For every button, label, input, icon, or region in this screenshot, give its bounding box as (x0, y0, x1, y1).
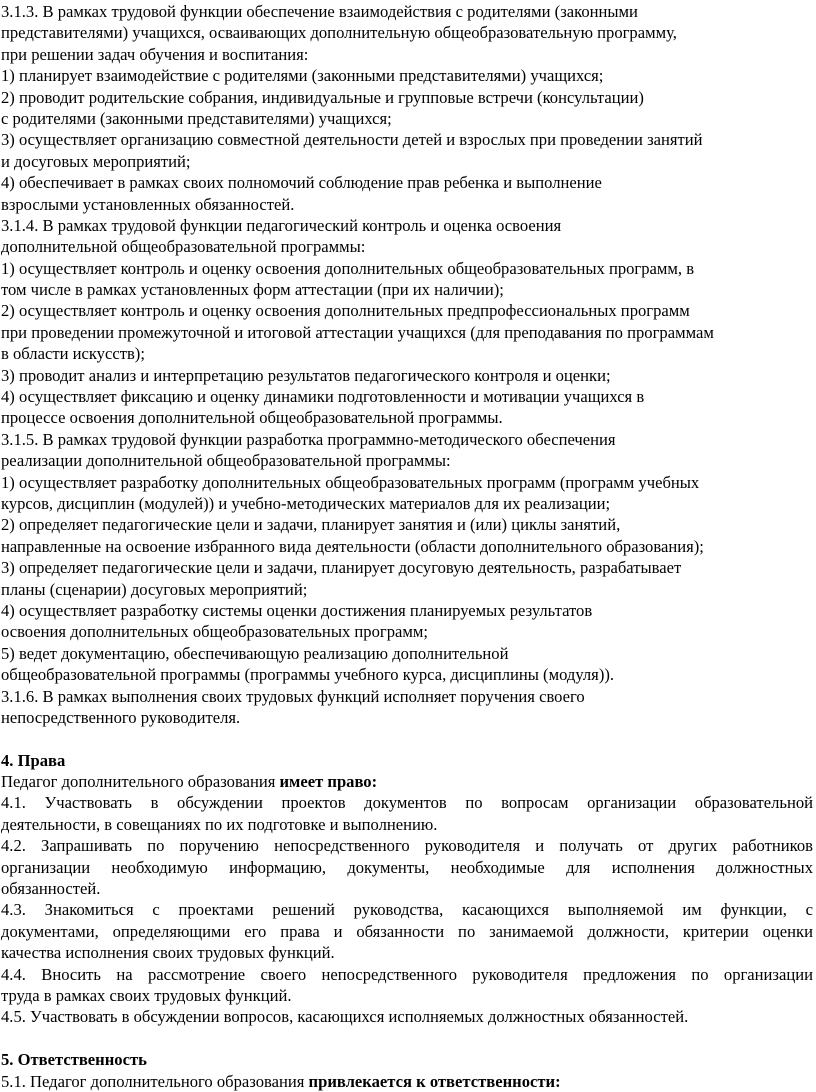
section-heading-responsibility: 5. Ответственность (1, 1050, 147, 1070)
rights-item-line: 4.5. Участвовать в обсуждении вопросов, касающихся исполняемых должностных обязанностей. (1, 1007, 689, 1027)
text-line: 2) определяет педагогические цели и задачи, планирует занятия и (или) циклы занятий, (1, 515, 621, 535)
responsibility-intro-bold: привлекается к ответственности: (308, 1071, 561, 1091)
rights-intro (1, 771, 813, 792)
text-line: 1) осуществляет контроль и оценку освоения дополнительных общеобразовательных программ, в (1, 258, 695, 278)
rights-item-line: 4.3. Знакомиться с проектами решений руководства, касающихся выполняемой им функции, с (1, 900, 813, 920)
text-line: 5) ведет документацию, обеспечивающую реализацию дополнительной (1, 643, 509, 663)
blank-line (1, 1028, 813, 1049)
text-line: 2) проводит родительские собрания, индивидуальные и групповые встречи (консультации) (1, 87, 644, 107)
text-line: 4) осуществляет фиксацию и оценку динамики подготовленности и мотивации учащихся в (1, 387, 645, 407)
text-line: 1) осуществляет разработку дополнительных общеобразовательных программ (программ учебных (1, 472, 700, 492)
text-line: 2) осуществляет контроль и оценку освоения дополнительных предпрофессиональных программ (1, 301, 690, 321)
text-line: 4) обеспечивает в рамках своих полномочий соблюдение прав ребенка и выполнение (1, 173, 602, 193)
text-line: реализации дополнительной общеобразовательной программы: (1, 451, 451, 471)
text-line: общеобразовательной программы (программы учебного курса, дисциплины (модуля)). (1, 665, 615, 685)
text-line: с родителями (законными представителями) учащихся; (1, 108, 392, 128)
responsibility-intro-text: 5.1. Педагог дополнительного образования (1, 1071, 309, 1091)
text-line: процессе освоения дополнительной общеобразовательной программы. (1, 408, 503, 428)
rights-item-line: деятельности, в совещаниях по их подготовке и выполнению. (1, 814, 438, 834)
rights-intro-bold: имеет право: (279, 772, 378, 792)
rights-item-line: качества исполнения своих трудовых функций. (1, 943, 335, 963)
text-line: 3) осуществляет организацию совместной деятельности детей и взрослых при проведении занятий (1, 130, 703, 150)
text-line: непосредственного руководителя. (1, 707, 241, 727)
text-line: 3.1.3. В рамках трудовой функции обеспечение взаимодействия с родителями (законными (1, 2, 638, 21)
text-line: и досуговых мероприятий; (1, 151, 191, 171)
text-line: том числе в рамках установленных форм аттестации (при их наличии); (1, 280, 504, 300)
rights-item-line: документами, определяющими его права и обязанности по занимаемой должности, критерии оценки (1, 921, 813, 941)
text-line: планы (сценарии) досуговых мероприятий; (1, 579, 308, 599)
text-line: при решении задач обучения и воспитания: (1, 44, 309, 64)
responsibility-intro (1, 1071, 813, 1092)
text-line: направленные на освоение избранного вида деятельности (области дополнительного образования); (1, 536, 704, 556)
text-line: 3) проводит анализ и интерпретацию результатов педагогического контроля и оценки; (1, 365, 611, 385)
text-line: 3) определяет педагогические цели и задачи, планирует досуговую деятельность, разрабатывает (1, 558, 682, 578)
text-line: 3.1.4. В рамках трудовой функции педагогический контроль и оценка освоения (1, 215, 562, 235)
text-line: взрослыми установленных обязанностей. (1, 194, 295, 214)
text-line: курсов, дисциплин (модулей)) и учебно-методических материалов для их реализации; (1, 493, 611, 513)
rights-item-line: 4.4. Вносить на рассмотрение своего непосредственного руководителя предложения по организации (1, 964, 813, 984)
rights-item-line: обязанностей. (1, 879, 101, 899)
text-line: 4) осуществляет разработку системы оценки достижения планируемых результатов (1, 600, 593, 620)
section-heading-rights: 4. Права (1, 750, 66, 770)
blank-line (1, 728, 813, 749)
text-line: дополнительной общеобразовательной программы: (1, 237, 366, 257)
text-line: 3.1.6. В рамках выполнения своих трудовых функций исполняет поручения своего (1, 686, 585, 706)
rights-item-line: 4.1. Участвовать в обсуждении проектов документов по вопросам организации образовательной (1, 793, 813, 813)
text-line: при проведении промежуточной и итоговой аттестации учащихся (для преподавания по программам (1, 322, 714, 342)
text-line: 1) планирует взаимодействие с родителями (законными представителями) учащихся; (1, 66, 604, 86)
rights-item-line: организации необходимую информацию, документы, необходимые для исполнения должностных (1, 857, 813, 877)
text-line: представителями) учащихся, осваивающих дополнительную общеобразовательную программу, (1, 23, 677, 43)
rights-item-line: труда в рамках своих трудовых функций. (1, 985, 292, 1005)
rights-item-line: 4.2. Запрашивать по поручению непосредственного руководителя и получать от других работников (1, 836, 813, 856)
text-line: в области искусств); (1, 344, 145, 364)
text-line: 3.1.5. В рамках трудовой функции разработка программно-методического обеспечения (1, 429, 616, 449)
rights-intro-text: Педагог дополнительного образования (1, 772, 280, 792)
text-line: освоения дополнительных общеобразовательных программ; (1, 622, 428, 642)
